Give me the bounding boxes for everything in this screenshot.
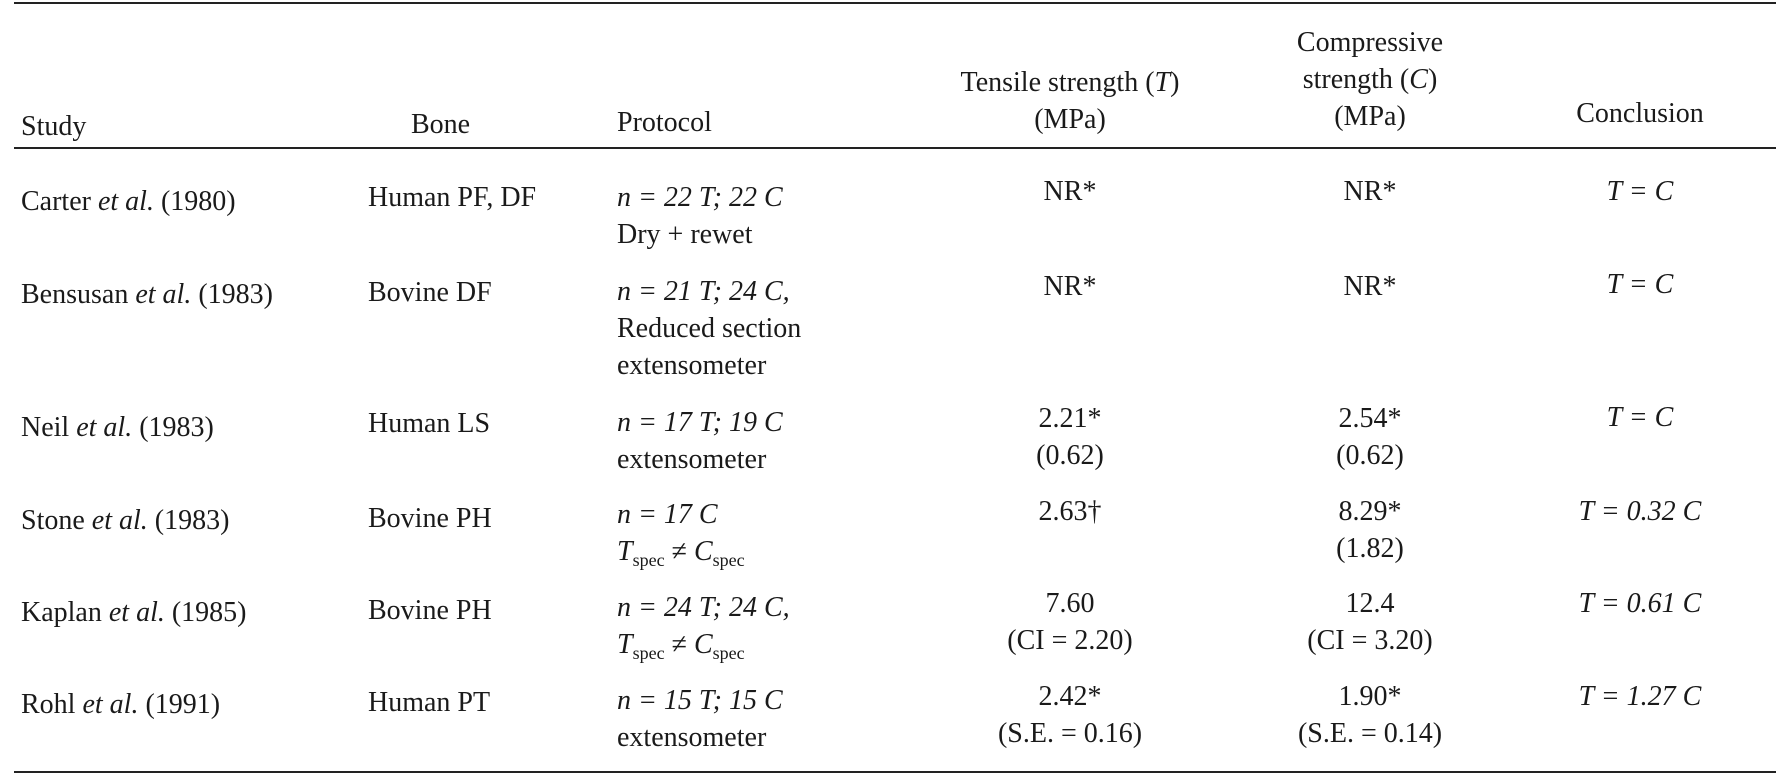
conclusion-cell: T = 0.32 C: [1578, 496, 1702, 527]
header-compressive-strength: Compressive strength (C) (MPa): [1296, 27, 1444, 132]
header-study: Study: [21, 111, 87, 142]
protocol-cell: n = 22 T; 22 C Dry + rewet: [617, 182, 783, 250]
protocol-cell: n = 17 C $T_{spec} \ne C_{spec}$: [617, 499, 745, 570]
study-cell: Neil et al. (1983): [21, 412, 214, 443]
protocol-cell: n = 21 T; 24 C, Reduced section extensometer: [617, 276, 802, 381]
header-conclusion: Conclusion: [1576, 98, 1704, 129]
header-protocol: Protocol: [617, 107, 712, 138]
protocol-cell: n = 15 T; 15 C extensometer: [617, 685, 783, 753]
compressive-cell: 1.90* (S.E. = 0.14): [1297, 681, 1443, 749]
tensile-cell: 7.60 (CI = 2.20): [1007, 588, 1133, 656]
tensile-cell: NR*: [1043, 271, 1097, 302]
protocol-cell: n = 24 T; 24 C, $T_{spec} \ne C_{spec}$: [617, 592, 790, 663]
conclusion-cell: T = C: [1606, 269, 1674, 300]
protocol-cell: n = 17 T; 19 C extensometer: [617, 407, 783, 475]
compressive-cell: 8.29* (1.82): [1336, 496, 1404, 564]
conclusion-cell: T = C: [1606, 176, 1674, 207]
bone-cell: Bovine PH: [368, 595, 492, 626]
study-cell: Carter et al. (1980): [21, 186, 236, 217]
bone-cell: Bovine PH: [368, 503, 492, 534]
tensile-cell: 2.42* (S.E. = 0.16): [997, 681, 1143, 749]
header-tensile-strength: Tensile strength (T) (MPa): [960, 67, 1180, 135]
compressive-cell: 12.4 (CI = 3.20): [1307, 588, 1433, 656]
compressive-cell: NR*: [1343, 176, 1397, 207]
compressive-cell: 2.54* (0.62): [1336, 403, 1404, 471]
study-cell: Rohl et al. (1991): [21, 689, 221, 720]
study-cell: Kaplan et al. (1985): [21, 597, 247, 628]
bone-cell: Human LS: [368, 408, 491, 439]
header-bone: Bone: [411, 109, 471, 140]
bone-cell: Human PF, DF: [368, 182, 537, 213]
tensile-cell: 2.63†: [1038, 496, 1102, 527]
tensile-cell: 2.21* (0.62): [1036, 403, 1104, 471]
header-bottom-rule: [14, 147, 1776, 149]
bone-cell: Bovine DF: [368, 277, 492, 308]
study-cell: Bensusan et al. (1983): [21, 279, 273, 310]
bone-cell: Human PT: [368, 687, 491, 718]
tensile-cell: NR*: [1043, 176, 1097, 207]
table-top-rule: [14, 2, 1776, 4]
conclusion-cell: T = C: [1606, 402, 1674, 433]
compressive-cell: NR*: [1343, 271, 1397, 302]
table-bottom-rule: [14, 771, 1776, 773]
conclusion-cell: T = 0.61 C: [1578, 588, 1702, 619]
study-cell: Stone et al. (1983): [21, 505, 230, 536]
conclusion-cell: T = 1.27 C: [1578, 681, 1702, 712]
